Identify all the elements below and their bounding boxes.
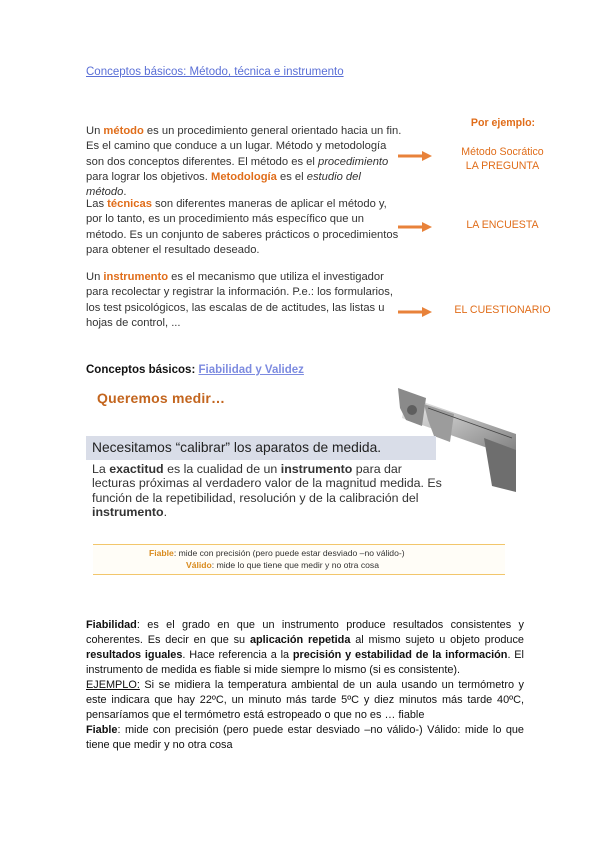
- examples-heading: Por ejemplo:: [470, 117, 536, 129]
- text: : mide con precisión (pero puede estar desviado –no válido-) Válido: mide lo que: [117, 724, 524, 736]
- bold-instrumento: instrumento: [280, 462, 353, 476]
- section1-title: Conceptos básicos: Método, técnica e instrumento: [86, 66, 344, 78]
- text: . El: [507, 649, 524, 661]
- fiable-label: Fiable: [149, 548, 174, 558]
- bold-precision: precisión y estabilidad de la información: [292, 649, 508, 661]
- metodo-paragraph: [86, 124, 404, 200]
- body-line-1: [86, 618, 524, 633]
- body-line-9: tiene que medir y no otra cosa: [86, 739, 233, 751]
- calibrar-text: Necesitamos “calibrar” los aparatos de medida.: [92, 440, 382, 455]
- bold-instrumento: instrumento: [92, 504, 164, 519]
- body-line-6: este indicara que hay 22ºC, un minuto más tarde 5ºC y diez minutos más tarde 40ºC,: [86, 694, 524, 706]
- section2-title: [86, 364, 304, 376]
- text: . Hace referencia a la: [182, 649, 293, 661]
- highlight-metodo: método: [103, 125, 144, 137]
- ejemplo-label: EJEMPLO:: [86, 679, 140, 691]
- text: al mismo sujeto u objeto produce: [350, 634, 524, 646]
- title-prefix: Conceptos básicos:: [86, 364, 199, 376]
- body-line-8: [86, 723, 524, 738]
- italic-procedimiento: procedimiento: [317, 155, 389, 168]
- text: Las: [86, 198, 108, 210]
- example-encuesta: LA ENCUESTA: [466, 219, 539, 231]
- example-line: LA PREGUNTA: [465, 160, 540, 172]
- tecnicas-paragraph: [86, 197, 404, 258]
- fiable-text: : mide con precisión (pero puede estar desviado –no válido-): [173, 548, 405, 558]
- fiable-line: [149, 548, 405, 558]
- text: coherentes. Es decir en que su: [86, 634, 250, 646]
- text: es el mecanismo que utiliza el investigador para recolectar y registrar la información. P.e.: los formularios, los test psicológicos, las escalas de de actitudes, las listas u hojas de control, ...: [86, 271, 393, 329]
- text: para dar lecturas próximas al verdadero valor de la magnitud medida. Es función de la repetibilidad, resolución y de la calibración del: [92, 462, 442, 505]
- valido-line: [186, 560, 379, 570]
- arrow-right-icon: [398, 307, 432, 317]
- text: son diferentes maneras de aplicar el método y, por lo tanto, es un procedimiento más específico que un método. Es un conjunto de saberes prácticos o procedimientos para obtener el resultado deseado.: [86, 198, 399, 256]
- bold-exactitud: exactitud: [109, 462, 164, 476]
- body-line-4: instrumento de medida es fiable si mide siempre lo mismo (si es consistente).: [86, 664, 461, 676]
- arrow-right-icon: [398, 151, 432, 161]
- example-line: Método Socrático: [461, 146, 544, 158]
- valido-text: : mide lo que tiene que medir y no otra cosa: [211, 560, 379, 570]
- body-line-5: [86, 678, 524, 693]
- text: es la cualidad de un: [163, 462, 281, 476]
- bold-aplicacion: aplicación repetida: [249, 634, 351, 646]
- fiable-valido-box: [93, 544, 505, 575]
- text: : es el grado en que un instrumento produce resultados consistentes y: [136, 619, 524, 631]
- arrow-right-icon: [398, 222, 432, 232]
- text: Un: [86, 125, 104, 137]
- text: para lograr los objetivos.: [86, 170, 211, 183]
- body-line-7: pensaríamos que el termómetro está estropeado o que no es … fiable: [86, 709, 425, 721]
- highlight-instrumento: instrumento: [103, 271, 169, 283]
- bold-resultados: resultados iguales: [86, 649, 183, 661]
- queremos-medir-heading: Queremos medir…: [97, 390, 226, 406]
- exactitud-definition: [92, 462, 442, 519]
- body-line-3: [86, 648, 524, 663]
- example-cuestionario: EL CUESTIONARIO: [454, 304, 551, 316]
- fiabilidad-validez-link[interactable]: Fiabilidad y Validez: [198, 364, 304, 376]
- italic-estudio: estudio del método: [86, 170, 361, 199]
- valido-label: Válido: [186, 560, 212, 570]
- text: es el: [276, 170, 307, 183]
- text: es un procedimiento general orientado hacia un fin. Es el camino que conduce a un lugar. Método y metodología son dos conceptos diferentes. El método es el: [86, 125, 402, 168]
- text: Si se midiera la temperatura ambiental de un aula usando un termómetro y: [139, 679, 524, 691]
- text: .: [123, 186, 127, 199]
- instrumento-paragraph: [86, 270, 404, 331]
- highlight-metodologia: Metodología: [211, 170, 277, 183]
- text: .: [163, 504, 168, 519]
- bold-fiabilidad: Fiabilidad: [86, 619, 137, 631]
- body-line-2: [86, 633, 524, 648]
- highlight-tecnicas: técnicas: [107, 198, 152, 210]
- text: La: [92, 462, 110, 476]
- bold-fiable: Fiable: [86, 724, 118, 736]
- example-socratico: [440, 145, 565, 173]
- text: Un: [86, 271, 104, 283]
